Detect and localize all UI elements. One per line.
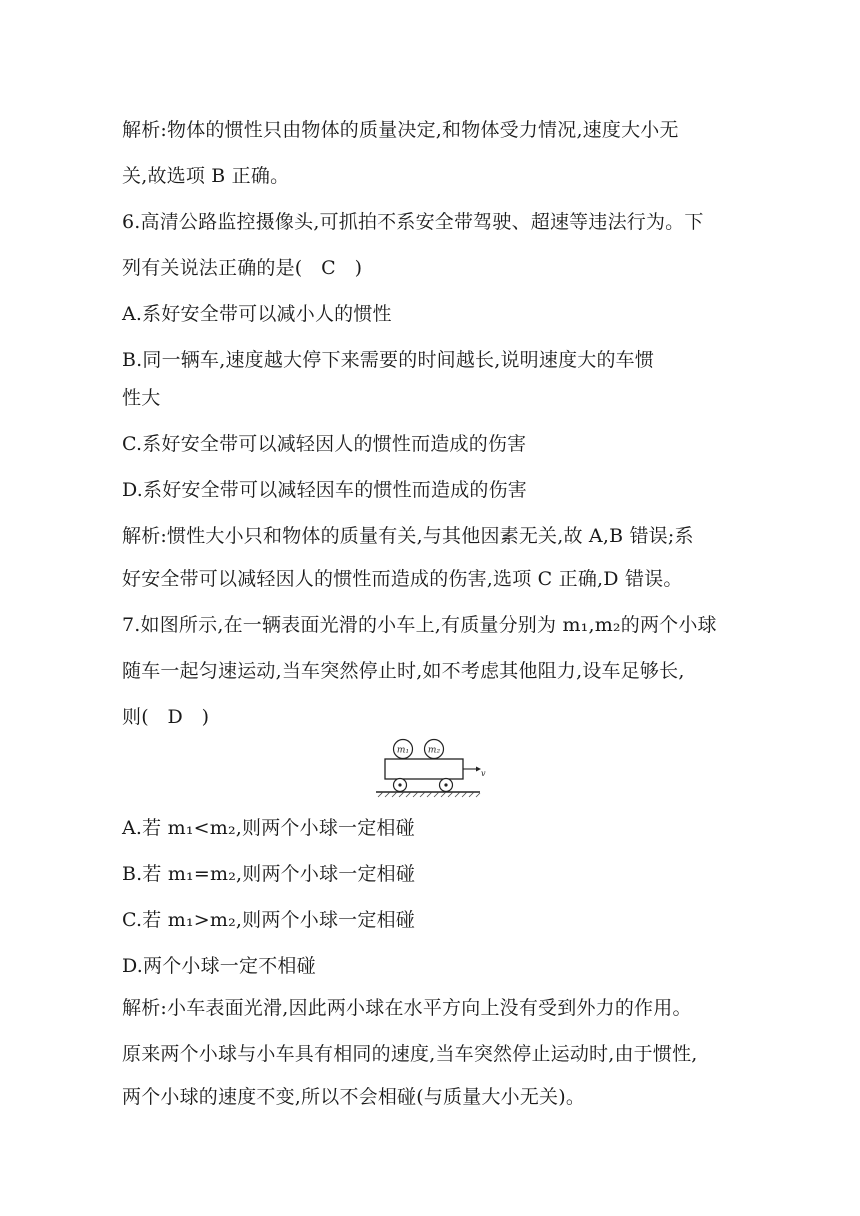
question-7-option-b: B.若 m₁=m₂,则两个小球一定相碰 (122, 863, 416, 885)
velocity-label: v (481, 769, 486, 778)
cart-wheel-right (440, 779, 453, 792)
question-6-option-b-cont: 性大 (122, 387, 161, 409)
question-7-option-d: D.两个小球一定不相碰 (122, 955, 316, 977)
analysis-text-q6-cont: 好安全带可以减轻因人的惯性而造成的伤害,选项 C 正确,D 错误。 (122, 568, 683, 590)
question-6-stem-cont: 列有关说法正确的是( C ) (122, 257, 363, 279)
question-7-stem-cont: 随车一起匀速运动,当车突然停止时,如不考虑其他阻力,设车足够长, (122, 660, 685, 682)
cart-figure (370, 733, 490, 803)
ball-m2 (425, 740, 444, 759)
question-7-stem: 7.如图所示,在一辆表面光滑的小车上,有质量分别为 m₁,m₂的两个小球 (122, 614, 717, 636)
analysis-text-q5-cont: 关,故选项 B 正确。 (122, 165, 290, 187)
ball-m1-label: m₁ (396, 745, 410, 756)
analysis-text-q5: 解析:物体的惯性只由物体的质量决定,和物体受力情况,速度大小无 (122, 119, 679, 141)
question-7-stem-end: 则( D ) (122, 706, 210, 728)
question-6-option-d: D.系好安全带可以减轻因车的惯性而造成的伤害 (122, 479, 527, 501)
ground-hatching (378, 792, 480, 797)
cart-body (385, 759, 463, 779)
cart-wheel-left (394, 779, 407, 792)
analysis-text-q7-end: 两个小球的速度不变,所以不会相碰(与质量大小无关)。 (122, 1086, 586, 1108)
ball-m2-label: m₂ (427, 745, 441, 756)
question-6-stem: 6.高清公路监控摄像头,可抓拍不系安全带驾驶、超速等违法行为。下 (122, 211, 704, 233)
question-7-option-c: C.若 m₁>m₂,则两个小球一定相碰 (122, 909, 415, 931)
question-6-option-b: B.同一辆车,速度越大停下来需要的时间越长,说明速度大的车惯 (122, 349, 655, 371)
analysis-text-q7: 解析:小车表面光滑,因此两小球在水平方向上没有受到外力的作用。 (122, 997, 692, 1019)
question-7-option-a: A.若 m₁<m₂,则两个小球一定相碰 (122, 817, 415, 839)
question-6-option-c: C.系好安全带可以减轻因人的惯性而造成的伤害 (122, 433, 527, 455)
ball-m1 (394, 740, 413, 759)
analysis-text-q6: 解析:惯性大小只和物体的质量有关,与其他因素无关,故 A,B 错误;系 (122, 525, 694, 547)
question-6-option-a: A.系好安全带可以减小人的惯性 (122, 303, 392, 325)
analysis-text-q7-cont: 原来两个小球与小车具有相同的速度,当车突然停止运动时,由于惯性, (122, 1043, 698, 1065)
